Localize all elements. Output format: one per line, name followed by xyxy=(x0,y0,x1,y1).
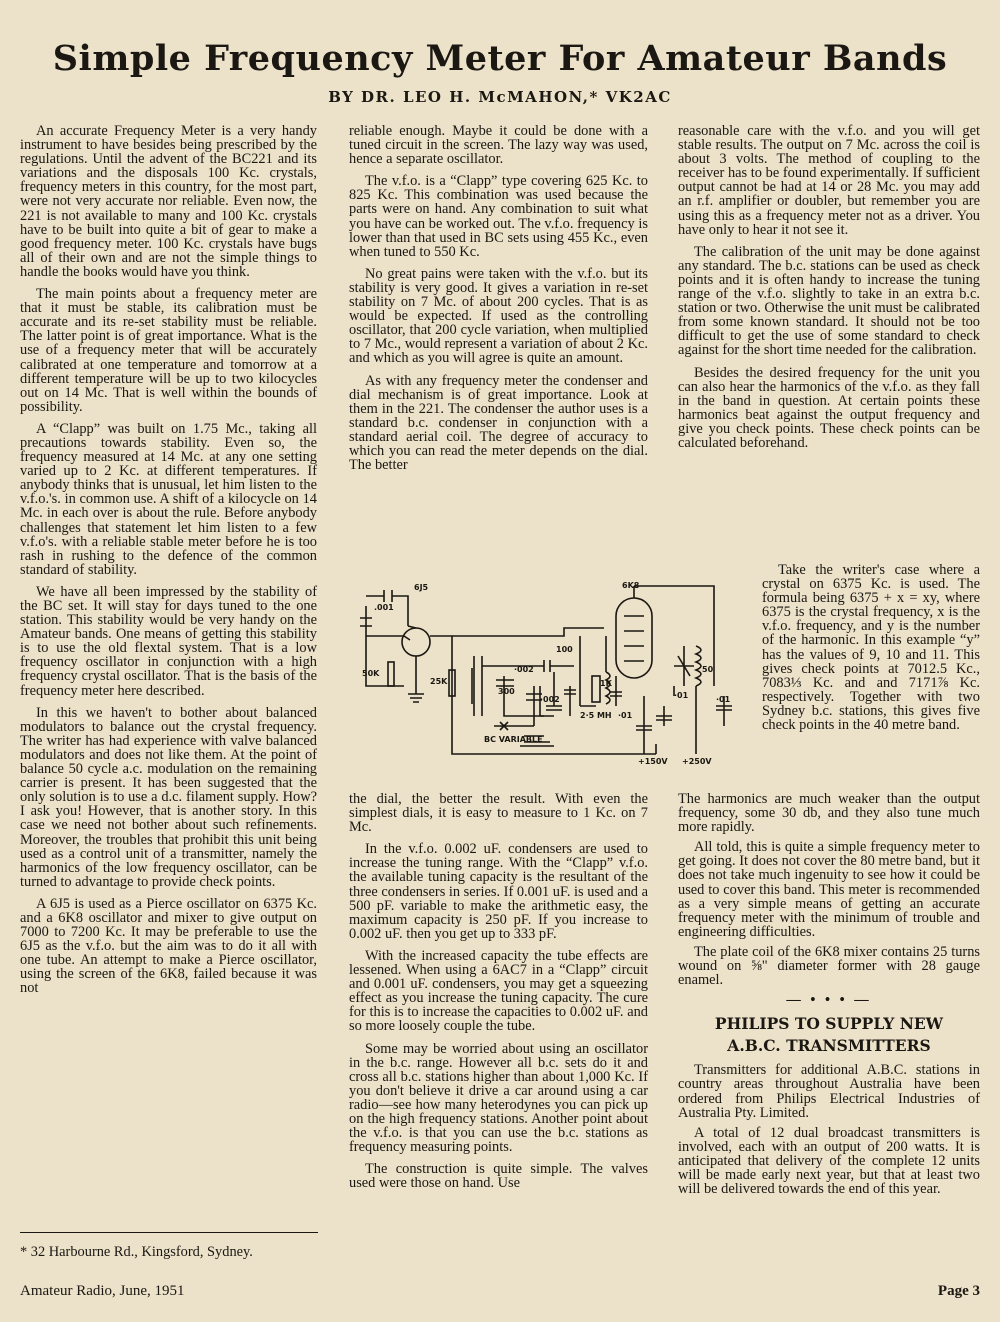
label-r2: 25K xyxy=(430,677,448,686)
separator: — • • • — xyxy=(786,992,872,1009)
paragraph: reasonable care with the v.f.o. and you will get stable results. The output on 7 Mc. across the coil is about 3 volts. The method of coupling to the receiver has to be found experimentally. If sufficient output cannot be had at 14 or 28 Mc. you may add an r.f. amplifier or doubler, but remember you are using this as a frequency meter not as a driver. You have only to hear it not see it. xyxy=(678,123,980,238)
paragraph: The v.f.o. is a “Clapp” type covering 625 Kc. to 825 Kc. This combination was used because the parts were on hand. Any combination to suit what you have can be worked out. The v.f.o. frequency is lower than that used in BC sets using 455 Kc., even when tuned to 550 Kc. xyxy=(349,173,648,260)
label-r1: 50K xyxy=(362,669,380,678)
paragraph: In this we haven't to bother about balanced modulators to balance out the crystal frequency. The writer has had experience with valve balanced modulators and does not like them. At the point of balance 50 cycle a.c. modulation on the remaining carrier is present. It has been suggested that the only solution is to use a d.c. filament supply. How? I ask you! However, that is another story. In this case we need not bother about such refinements. Moreover, the troubles that prohibit this unit being used as a control unit of a transmitter, namely the harmonics of the low frequency oscillator, can be turned to advantage to provide check points. xyxy=(20,704,317,890)
footnote: * 32 Harbourne Rd., Kingsford, Sydney. xyxy=(20,1244,253,1260)
label-6j5: 6J5 xyxy=(414,583,429,592)
news-heading-line2: A.B.C. TRANSMITTERS xyxy=(727,1036,931,1056)
label-c8: ·01 xyxy=(716,695,731,704)
column-3 xyxy=(678,124,980,458)
paragraph: A total of 12 dual broadcast transmitters is involved, each with an output of 200 watts. It is anticipated that delivery of the complete 12 units will be made early next year, but that at least two will be delivered towards the end of this year. xyxy=(678,1124,980,1198)
label-c7: ·01 xyxy=(674,691,689,700)
paragraph: In the v.f.o. 0.002 uF. condensers are used to increase the tuning range. With the “Clapp” v.f.o. the available tuning capacity is the resultant of the three condensers in series. If 0.001 uF. is used and a 500 pF. variable to make the arithmetic easy, the maximum capacity is 250 pF. If you increase to 0.002 uF. then you get up to 333 pF. xyxy=(349,841,648,942)
footer-page-number: Page 3 xyxy=(937,1283,980,1299)
paragraph: Some may be worried about using an oscillator in the b.c. range. However all b.c. sets do it and cross all b.c. stations higher than about 1,000 Kc. If you don't believe it drive a car around using a car radio—see how many heterodynes you can pick up on the high frequency stations. Another point about the v.f.o. is that you can use the b.c. stations as frequency measuring points. xyxy=(349,1040,648,1156)
column-2 xyxy=(349,124,648,480)
paragraph: A 6J5 is used as a Pierce oscillator on 6375 Kc. and a 6K8 oscillator and mixer to give output on 7000 to 7200 Kc. It may be preferable to use the 6J5 as the v.f.o. but the aim was to do it all with one tube. An attempt to make a Pierce oscillator, using the screen of the 6K8, failed because it was not xyxy=(20,895,317,997)
label-6k8: 6K8 xyxy=(622,581,640,590)
label-c4: 300 xyxy=(498,687,515,696)
paragraph: With the increased capacity the tube effects are lessened. When using a 6AC7 in a “Clapp” circuit and 0.001 uF. condensers, you may get a squeezing effect as you increase the tuning capacity. The cure for this is to increase the capacities to 0.002 uF. and so more loosely couple the tube. xyxy=(349,947,648,1035)
label-c6: ·01 xyxy=(618,711,633,720)
label-c2: ·002 xyxy=(514,665,534,674)
paragraph: Besides the desired frequency for the unit you can also hear the harmonics of the v.f.o. as they fall in the band in question. At certain points these harmonics beat against the output frequency and give you check points. These check points can be calculated beforehand. xyxy=(678,364,980,451)
byline: BY DR. LEO H. McMAHON,* VK2AC xyxy=(328,88,672,106)
column-3-beside-diagram xyxy=(762,563,980,732)
paragraph: As with any frequency meter the condenser and dial mechanism is of great importance. Look at them in the 221. The condenser the author uses is a standard b.c. condenser in conjunction with a standard aerial coil. The degree of accuracy to which you can read the meter depends on the dial. The better xyxy=(349,372,648,474)
paragraph: reliable enough. Maybe it could be done with a tuned circuit in the screen. The lazy way was used, hence a separate oscillator. xyxy=(349,123,648,168)
paragraph: The calibration of the unit may be done against any standard. The b.c. stations can be used as check points and it is often handy to increase the tuning range of the v.f.o. slightly to take in an extra b.c. station or two. Otherwise the unit must be calibrated from some known standard. It should not be too difficult to get the use of some standard to check against for the short time needed for the calibration. xyxy=(678,243,980,359)
circuit-diagram xyxy=(344,576,746,790)
label-v2: +250V xyxy=(682,757,712,766)
footer-publication: Amateur Radio, June, 1951 xyxy=(20,1283,185,1299)
paragraph: We have all been impressed by the stability of the BC set. It will stay for days tuned to the one station. This stability would be very handy on the Amateur bands. One means of getting this stability is to use the old flextal system. That is a low frequency oscillator in conjunction with a high frequency crystal oscillator. That is the basis of the frequency meter here described. xyxy=(20,583,317,699)
label-r3: 1K xyxy=(600,679,612,688)
paragraph: The construction is quite simple. The valves used were those on hand. Use xyxy=(349,1161,648,1192)
label-choke: 2·5 MH xyxy=(580,711,612,720)
label-c5: ·002 xyxy=(540,695,560,704)
column-2-continued xyxy=(349,792,648,1198)
label-variable: BC VARIABLE xyxy=(484,735,543,744)
paragraph: The plate coil of the 6K8 mixer contains 25 turns wound on ⅝" diameter former with 28 gauge enamel. xyxy=(678,943,980,989)
column-3-continued xyxy=(678,792,980,1202)
paragraph: Transmitters for additional A.B.C. stations in country areas throughout Australia have been ordered from Philips Electrical Industries of Australia Pty. Limited. xyxy=(678,1062,980,1121)
label-c9: 50 xyxy=(702,665,714,674)
label-v1: +150V xyxy=(638,757,668,766)
paragraph: An accurate Frequency Meter is a very handy instrument to have besides being prescribed by the regulations. Until the advent of the BC221 and its variations and the disposals 100 Kc. crystals, frequency meters in this country, for the most part, were not very accurate nor reliable. Even now, the 221 is not available to many and 100 Kc. crystals have to be built into quite a bit of gear to make a good frequency meter. 100 Kc. crystals have bugs all of their own and are not the simple things to handle the books would have you think. xyxy=(20,123,317,280)
news-heading xyxy=(678,1013,980,1057)
article-title: Simple Frequency Meter For Amateur Bands xyxy=(52,38,948,79)
footnote-rule xyxy=(20,1232,318,1233)
paragraph: No great pains were taken with the v.f.o. but its stability is very good. It gives a variation in re-set stability on 7 Mc. of about 200 cycles. That is as would be expected. If used as the controlling oscillator, that 200 cycle variation, when multiplied to 7 Mc., would represent a variation of about 2 Kc. and which as you will agree is quite an amount. xyxy=(349,265,648,367)
paragraph: The harmonics are much weaker than the output frequency, some 30 db, and they also tune much more rapidly. xyxy=(678,791,980,836)
paragraph: The main points about a frequency meter are that it must be stable, its calibration must be accurate and its re-set stability must be reliable. The latter point is of great importance. What is the use of a frequency meter that will be accurately calibrated at one temperature and tomorrow at a different temperature will be up to two kilocycles out on 14 Mc. That is well within the bounds of possibility. xyxy=(20,286,317,415)
label-c1: .001 xyxy=(374,603,394,612)
paragraph: Take the writer's case where a crystal on 6375 Kc. is used. The formula being 6375 + x = xy, where 6375 is the crystal frequency, x is the v.f.o. frequency, and y is the number of the harmonic. In this example “y” has the values of 9, 10 and 11. This gives check points at 7012.5 Kc., 7083⅓ Kc. and and 7171⅞ Kc. respectively. Together with two Sydney b.c. stations, this gives five check points in the 40 metre band. xyxy=(762,562,980,734)
news-heading-line1: PHILIPS TO SUPPLY NEW xyxy=(714,1014,944,1034)
column-1 xyxy=(20,124,317,1004)
label-c3: 100 xyxy=(556,645,573,654)
paragraph: the dial, the better the result. With even the simplest dials, it is easy to measure to 1 Kc. on 7 Mc. xyxy=(349,791,648,836)
paragraph: All told, this is quite a simple frequency meter to get going. It does not cover the 80 metre band, but it does not take much ingenuity to see how it could be used to cover this band. This meter is recommended as a very simple means of getting an accurate frequency meter with the minimum of trouble and engineering difficulties. xyxy=(678,839,980,940)
paragraph: A “Clapp” was built on 1.75 Mc., taking all precautions towards stability. Even so, the frequency measured at 14 Mc. at any one setting varied up to 2 Kc. at different temperatures. If anybody thinks that is unusual, let him listen to the v.f.o.'s. in common use. A shift of a kilocycle on 14 Mc. in each over is about the rule. Before anybody challenges that statement let him listen to a few v.f.o's. with a reliable stable meter before he is too rash in rushing to the defence of the common standard of stability. xyxy=(20,420,317,578)
